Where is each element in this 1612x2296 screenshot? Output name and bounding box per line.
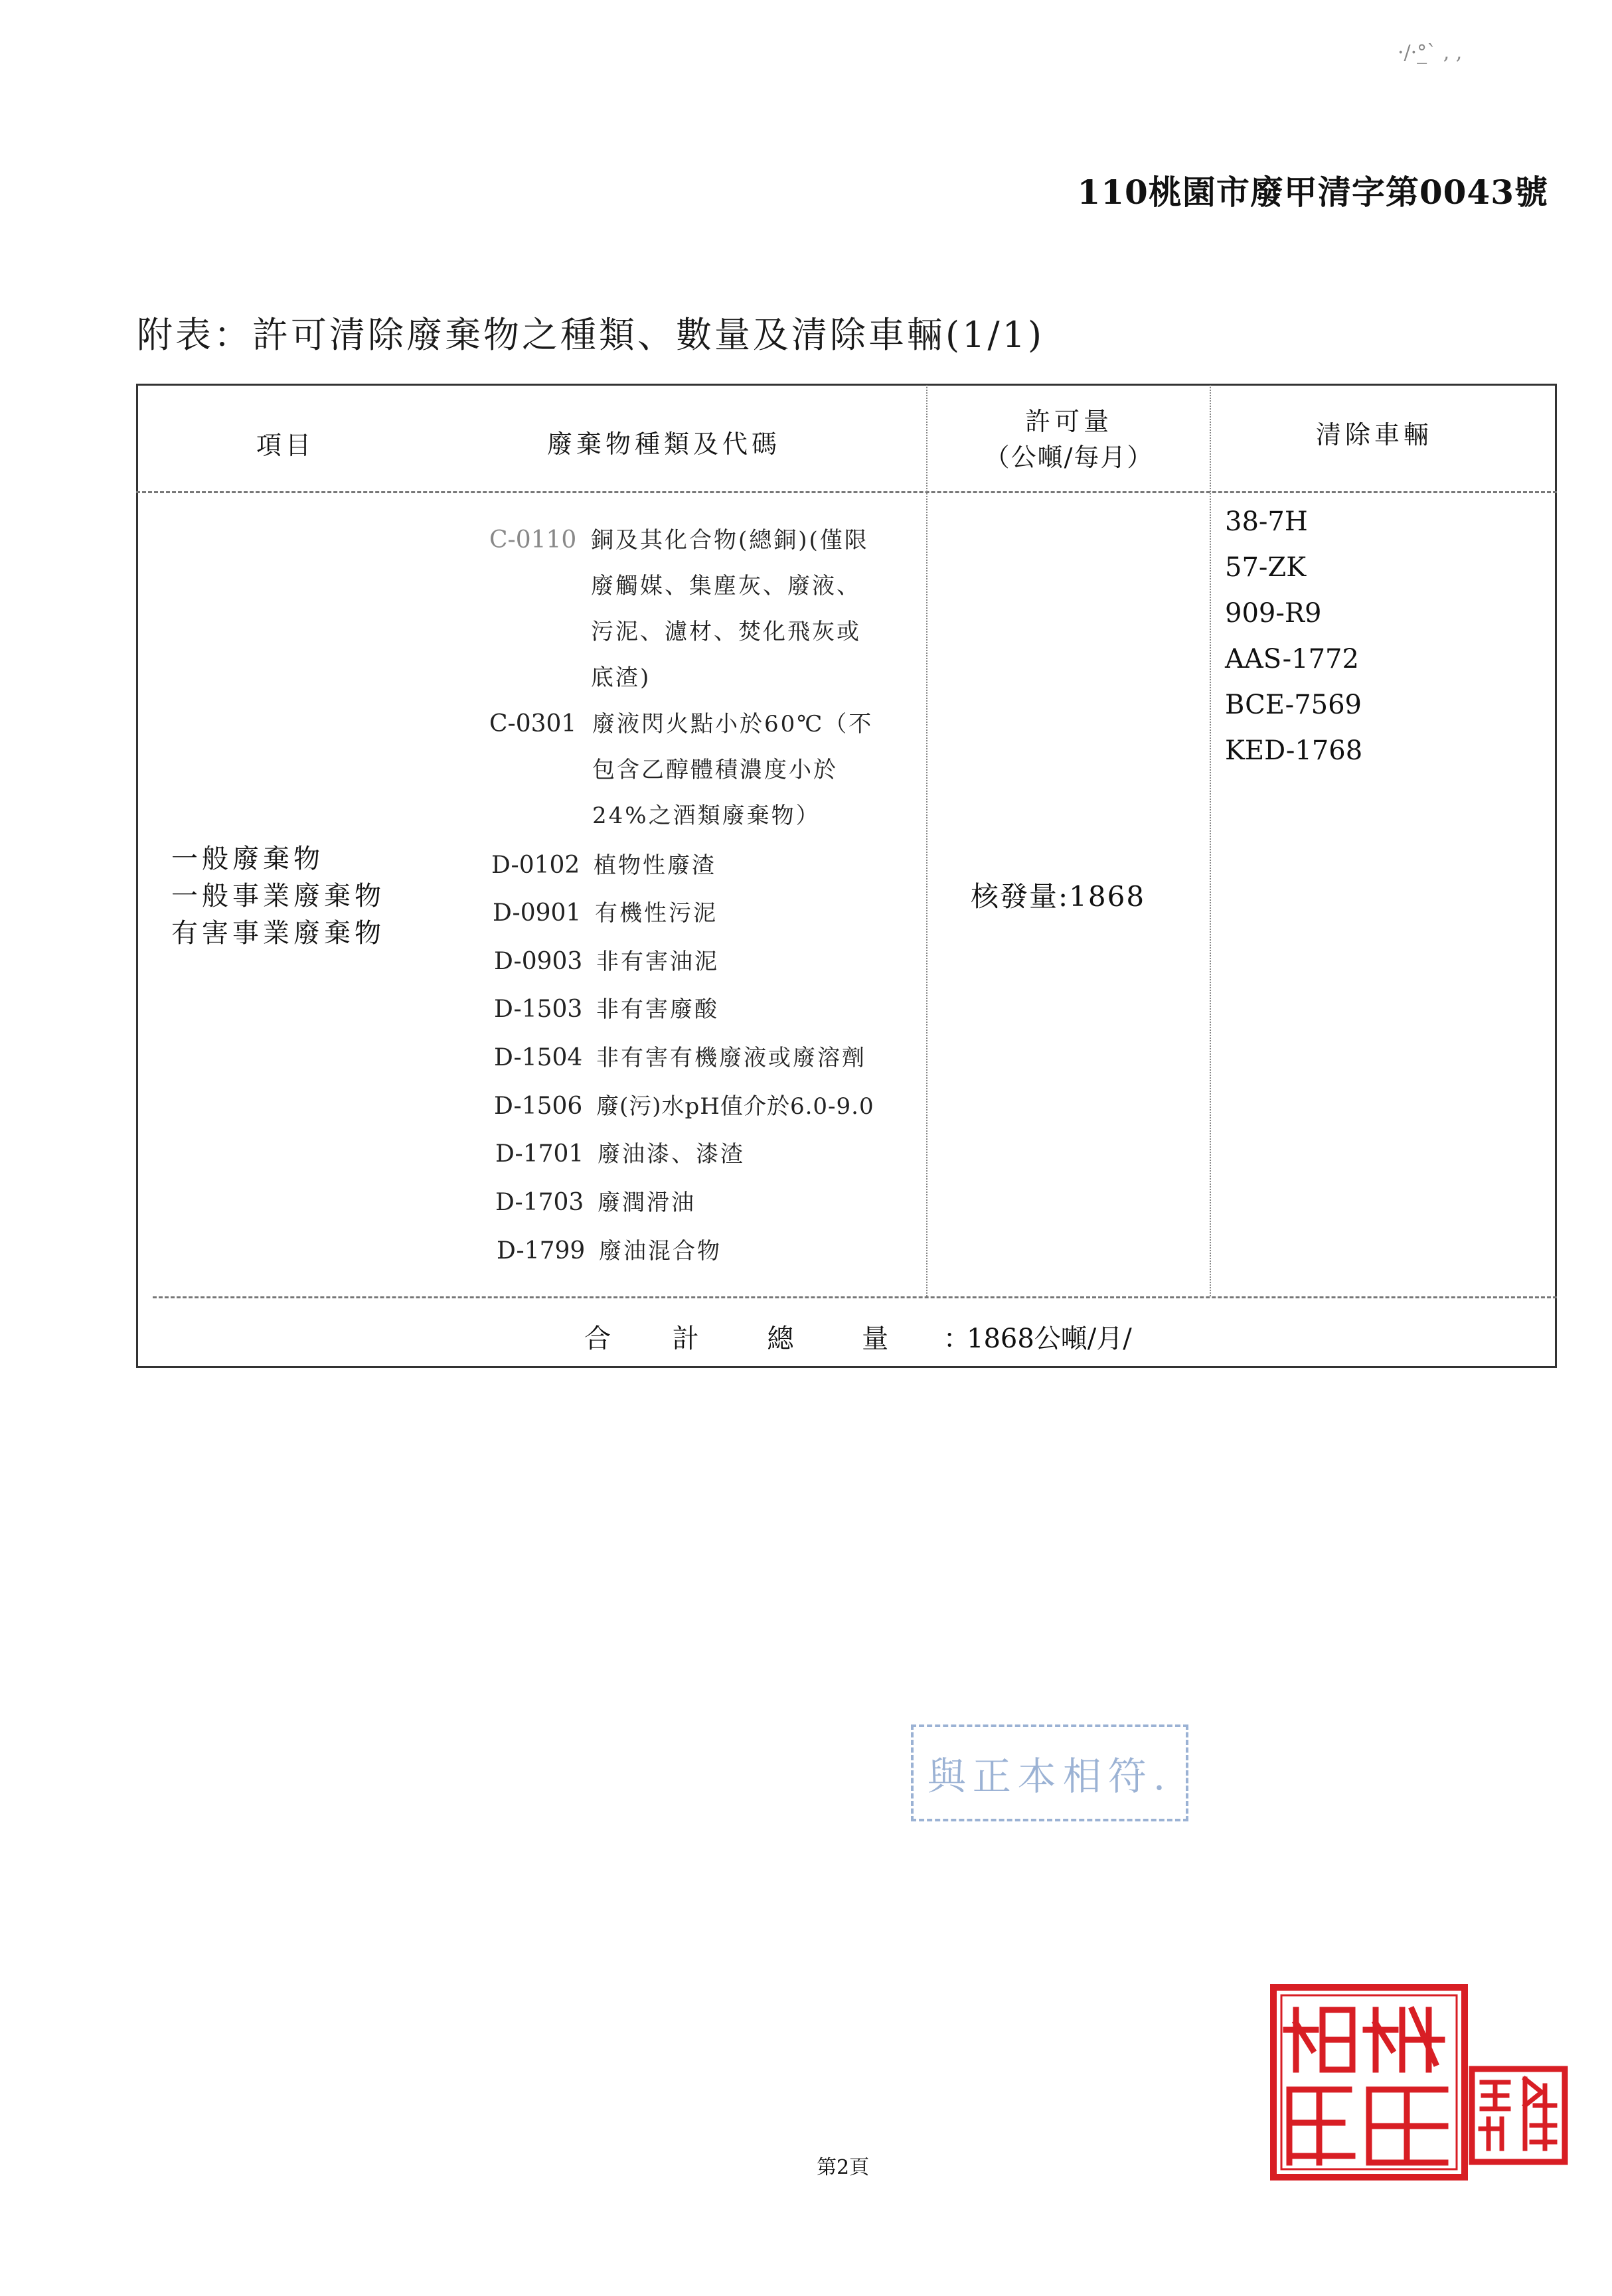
total-label-char: ： (943, 1324, 970, 1354)
waste-description: 廢(污)水pH值介於6.0-9.0 (596, 1093, 874, 1120)
description-line: 銅及其化合物(總銅)(僅限 (591, 527, 869, 554)
vehicle-plate: 57-ZK (1225, 552, 1307, 583)
stamp-text: 與正本相符. (927, 1754, 1172, 1799)
waste-code: D-1799 (497, 1237, 586, 1264)
header-waste-type: 廢棄物種類及代碼 (546, 429, 781, 459)
page-number: 第2頁 (817, 2156, 870, 2179)
total-label-char: 計 (672, 1324, 699, 1354)
vehicle-list (1225, 499, 1362, 774)
waste-code: C-0301 (489, 710, 577, 737)
waste-description: 廢潤滑油 (598, 1189, 696, 1216)
waste-code: D-1506 (494, 1093, 583, 1120)
column-divider (1210, 385, 1211, 1296)
description-line: 24%之酒類廢棄物） (592, 803, 821, 829)
waste-code: D-0102 (491, 852, 580, 879)
official-seal-large (1269, 1983, 1469, 2181)
total-value: 1868公噸/月/ (967, 1324, 1132, 1354)
category-list (171, 840, 385, 952)
description-line: 包含乙醇體積濃度小於 (592, 757, 838, 783)
waste-code: D-1503 (494, 996, 583, 1023)
total-label-char: 總 (767, 1324, 794, 1354)
description-line: 底渣) (591, 664, 651, 691)
waste-description: 非有害油泥 (596, 949, 719, 975)
waste-code: D-0901 (493, 899, 582, 927)
waste-description (592, 702, 873, 839)
waste-code: D-1703 (495, 1189, 584, 1216)
waste-code: D-1701 (495, 1140, 584, 1168)
category-item: 一般廢棄物 (171, 844, 324, 874)
vehicle-plate: 38-7H (1225, 506, 1308, 537)
header-item: 項目 (256, 431, 315, 460)
total-label (584, 1318, 970, 1355)
corner-mark: ·/·°̲ˋ , , (1398, 41, 1463, 64)
waste-description: 廢油混合物 (599, 1238, 722, 1264)
waste-description: 廢油漆、漆渣 (598, 1141, 745, 1168)
vehicle-plate: 909-R9 (1225, 598, 1322, 629)
waste-code: D-1504 (494, 1044, 583, 1071)
waste-description: 植物性廢渣 (594, 852, 716, 879)
waste-description: 有機性污泥 (595, 900, 718, 927)
total-label-char: 量 (862, 1324, 889, 1354)
column-divider (926, 385, 927, 1296)
waste-description (591, 518, 869, 701)
header-vehicles: 清除車輛 (1315, 420, 1433, 449)
table-title: 附表：許可清除廢棄物之種類、數量及清除車輛(1/1) (137, 314, 1045, 356)
category-item: 有害事業廢棄物 (171, 918, 385, 949)
description-line: 污泥、濾材、焚化飛灰或 (591, 619, 861, 645)
header-permit-qty: 許可量 (1024, 407, 1113, 436)
waste-code: D-0903 (494, 948, 583, 975)
waste-description: 非有害有機廢液或廢溶劑 (596, 1045, 866, 1071)
waste-description: 非有害廢酸 (596, 996, 719, 1023)
total-divider (153, 1296, 1557, 1298)
header-divider (136, 491, 1557, 493)
vehicle-plate: BCE-7569 (1225, 690, 1362, 720)
header-permit-qty-unit: （公噸/每月） (984, 443, 1154, 472)
vehicle-plate: KED-1768 (1225, 735, 1363, 766)
category-item: 一般事業廢棄物 (171, 881, 385, 911)
certified-copy-stamp (911, 1724, 1188, 1821)
official-seal-small (1469, 2066, 1568, 2165)
approved-quantity: 核發量:1868 (971, 880, 1146, 913)
description-line: 廢液閃火點小於60℃（不 (592, 711, 874, 737)
permit-number: 110桃園市廢甲清字第0043號 (1077, 173, 1548, 212)
description-line: 廢觸媒、集塵灰、廢液、 (591, 573, 861, 599)
vehicle-plate: AAS-1772 (1225, 644, 1359, 674)
total-label-char: 合 (584, 1324, 611, 1354)
waste-code: C-0110 (489, 526, 577, 554)
